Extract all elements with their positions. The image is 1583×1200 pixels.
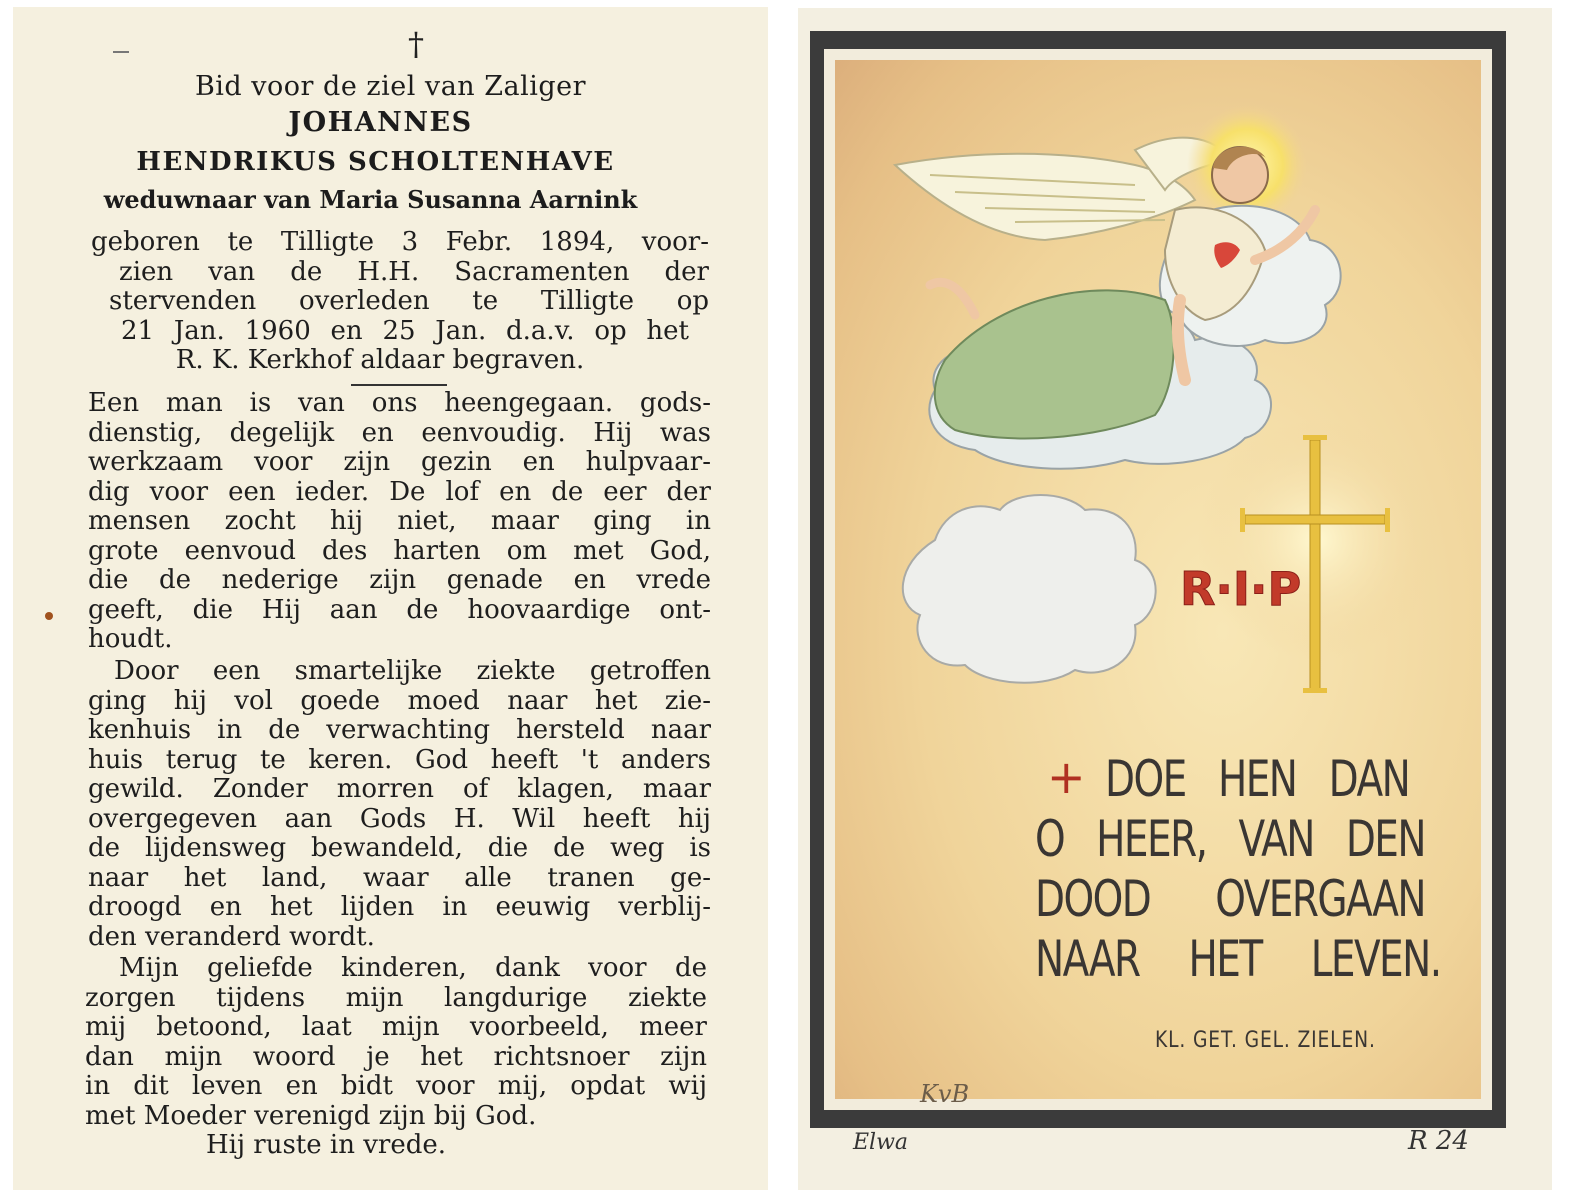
artist-signature: KvB — [920, 1080, 970, 1108]
text-line: werkzaam voor zijn gezin en hulpvaar- — [88, 448, 711, 477]
text-line: kenhuis in de verwachting hersteld naar — [88, 716, 711, 745]
text-line: mensen zocht hij niet, maar ging in — [88, 507, 711, 536]
text-line: zorgen tijdens mijn langdurige ziekte — [85, 983, 707, 1013]
verse-line-2: O HEER, VAN DEN — [1035, 810, 1425, 868]
text-line: huis terug te keren. God heeft 't anders — [88, 745, 711, 775]
details-line: zien van de H.H. Sacramenten der — [119, 257, 709, 287]
text-line: de lijdensweg bewandeld, die de weg is — [88, 834, 711, 863]
text-line: naar het land, waar alle tranen ge- — [88, 863, 711, 893]
deceased-full-name: HENDRIKUS SCHOLTENHAVE — [136, 147, 615, 177]
illustration-panel — [835, 60, 1481, 1108]
section-divider — [351, 384, 447, 386]
deceased-first-name: JOHANNES — [288, 107, 473, 138]
paragraph-1 — [88, 389, 711, 655]
card-code: R 24 — [1408, 1126, 1469, 1156]
paragraph-3 — [85, 954, 707, 1161]
paper-speck — [45, 612, 53, 620]
widower-line: weduwnaar van Maria Susanna Aarnink — [103, 185, 638, 214]
text-line: ging hij vol goede moed naar het zie- — [88, 686, 711, 716]
details-line: 21 Jan. 1960 en 25 Jan. d.a.v. op het — [121, 316, 689, 346]
margin-dash — [113, 51, 129, 53]
text-line: in dit leven en bidt voor mij, opdat wij — [85, 1072, 707, 1101]
rip-label: R·I·P — [1180, 562, 1302, 616]
text-line: dig voor een ieder. De lof en de eer der — [88, 477, 711, 507]
text-line: geeft, die Hij aan de hoovaardige ont- — [88, 595, 711, 625]
text-line: Door een smartelijke ziekte getroffen — [114, 657, 711, 686]
text-line: overgegeven aan Gods H. Wil heeft hij — [88, 804, 711, 834]
lower-cloud — [903, 495, 1156, 683]
details-line: geboren te Tilligte 3 Febr. 1894, voor- — [91, 228, 709, 257]
red-cross-icon: + — [1047, 750, 1086, 804]
text-line: grote eenvoud des harten om met God, — [88, 536, 711, 566]
text-line: gewild. Zonder morren of klagen, maar — [88, 775, 711, 804]
verse-line-3: DOOD OVERGAAN — [1035, 870, 1425, 928]
text-line: dienstig, degelijk en eenvoudig. Hij was — [88, 418, 711, 448]
publisher-mark: Elwa — [853, 1130, 909, 1155]
closing-line: Hij ruste in vrede. — [205, 1131, 447, 1160]
cross-icon: † — [408, 25, 424, 63]
memorial-image-card — [798, 8, 1552, 1190]
prayer-request: Bid voor de ziel van Zaliger — [194, 71, 587, 102]
text-line: den veranderd wordt. — [88, 922, 375, 952]
details-line: stervenden overleden te Tilligte op — [109, 287, 709, 316]
details-line: R. K. Kerkhof aldaar begraven. — [175, 346, 585, 375]
text-line: met Moeder verenigd zijn bij God. — [85, 1101, 537, 1131]
text-line: Een man is van ons heengegaan. gods- — [88, 389, 711, 418]
memorial-text-card — [13, 7, 768, 1190]
verse-source: KL. GET. GEL. ZIELEN. — [1155, 1028, 1376, 1053]
text-line: dan mijn woord je het richtsnoer zijn — [85, 1042, 707, 1072]
text-line: droogd en het lijden in eeuwig verblij- — [88, 893, 711, 922]
text-line: mij betoond, laat mijn voorbeeld, meer — [85, 1013, 707, 1042]
text-line: Mijn geliefde kinderen, dank voor de — [119, 954, 707, 983]
birth-death-details — [91, 228, 709, 376]
text-line: houdt. — [88, 625, 173, 654]
paragraph-2 — [88, 657, 711, 952]
text-line: die de nederige zijn genade en vrede — [88, 566, 711, 595]
verse-line-4: NAAR HET LEVEN. — [1035, 930, 1441, 988]
verse-line-1: DOE HEN DAN — [1105, 750, 1410, 808]
